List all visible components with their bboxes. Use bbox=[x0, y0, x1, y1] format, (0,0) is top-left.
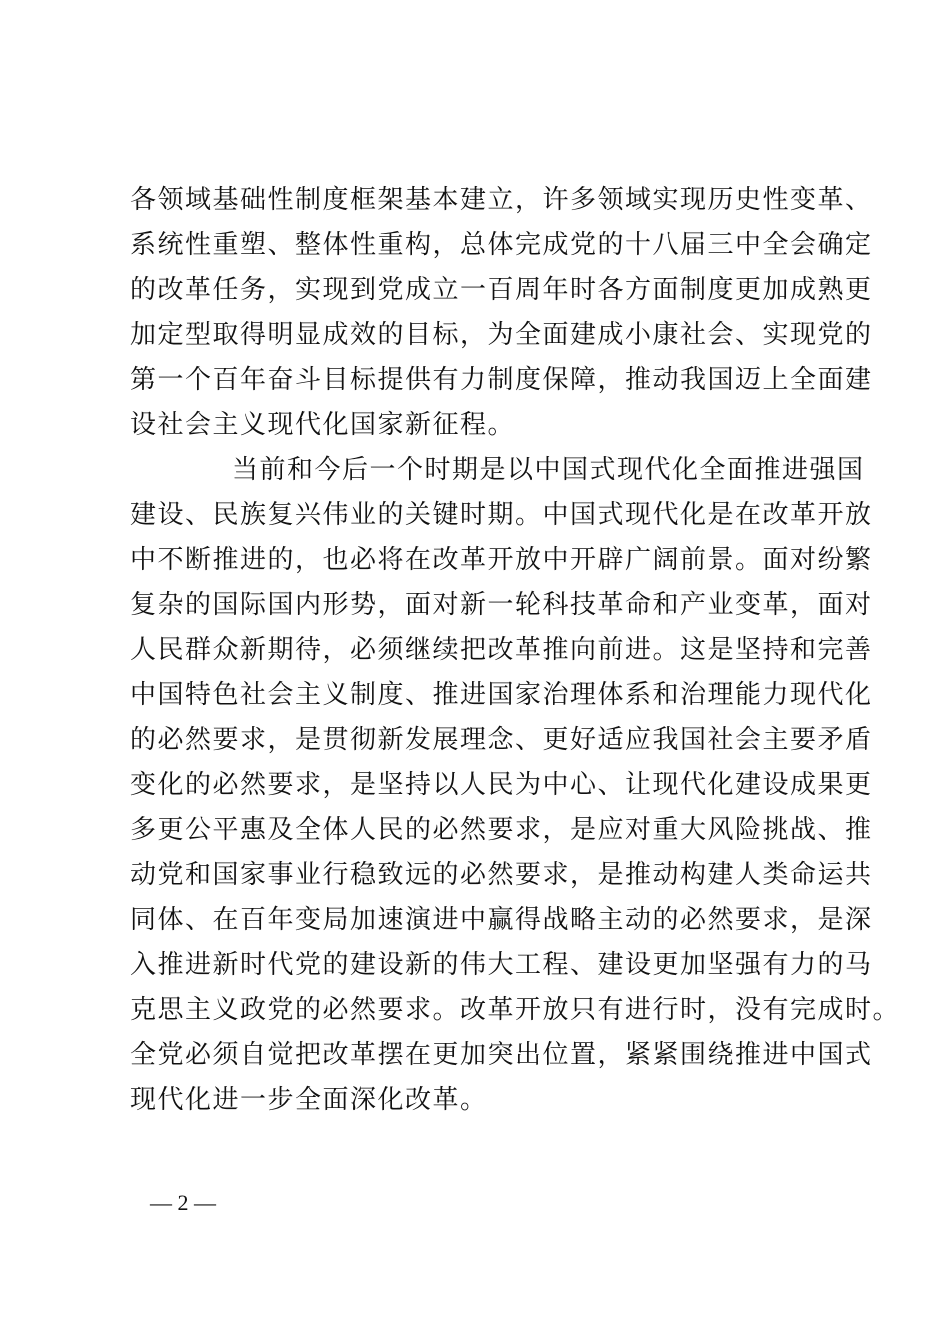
text-line: 第一个百年奋斗目标提供有力制度保障，推动我国迈上全面建 bbox=[130, 365, 873, 395]
paragraph-first-line: 当前和今后一个时期是以中国式现代化全面推进强国 bbox=[232, 455, 865, 485]
text-line: 各领域基础性制度框架基本建立，许多领域实现历史性变革、 bbox=[130, 185, 873, 215]
page-number: — 2 — bbox=[150, 1190, 216, 1215]
text-line: 的改革任务，实现到党成立一百周年时各方面制度更加成熟更 bbox=[130, 275, 873, 305]
text-line: 动党和国家事业行稳致远的必然要求，是推动构建人类命运共 bbox=[130, 860, 873, 890]
text-line: 中国特色社会主义制度、推进国家治理体系和治理能力现代化 bbox=[130, 680, 873, 710]
text-line: 复杂的国际国内形势，面对新一轮科技革命和产业变革，面对 bbox=[130, 590, 873, 620]
text-line: 现代化进一步全面深化改革。 bbox=[130, 1085, 488, 1115]
text-line: 入推进新时代党的建设新的伟大工程、建设更加坚强有力的马 bbox=[130, 950, 873, 980]
text-line: 人民群众新期待，必须继续把改革推向前进。这是坚持和完善 bbox=[130, 635, 873, 665]
text-line: 变化的必然要求，是坚持以人民为中心、让现代化建设成果更 bbox=[130, 770, 873, 800]
text-line: 同体、在百年变局加速演进中赢得战略主动的必然要求，是深 bbox=[130, 905, 873, 935]
text-line: 设社会主义现代化国家新征程。 bbox=[130, 410, 516, 440]
text-line: 全党必须自觉把改革摆在更加突出位置，紧紧围绕推进中国式 bbox=[130, 1040, 873, 1070]
text-line: 的必然要求，是贯彻新发展理念、更好适应我国社会主要矛盾 bbox=[130, 725, 873, 755]
text-line: 加定型取得明显成效的目标，为全面建成小康社会、实现党的 bbox=[130, 320, 873, 350]
text-line: 建设、民族复兴伟业的关键时期。中国式现代化是在改革开放 bbox=[130, 500, 873, 530]
text-line: 克思主义政党的必然要求。改革开放只有进行时，没有完成时。 bbox=[130, 995, 901, 1025]
text-line: 中不断推进的，也必将在改革开放中开辟广阔前景。面对纷繁 bbox=[130, 545, 873, 575]
body-text bbox=[130, 178, 901, 1123]
text-line: 系统性重塑、整体性重构，总体完成党的十八届三中全会确定 bbox=[130, 230, 873, 260]
text-line: 多更公平惠及全体人民的必然要求，是应对重大风险挑战、推 bbox=[130, 815, 873, 845]
